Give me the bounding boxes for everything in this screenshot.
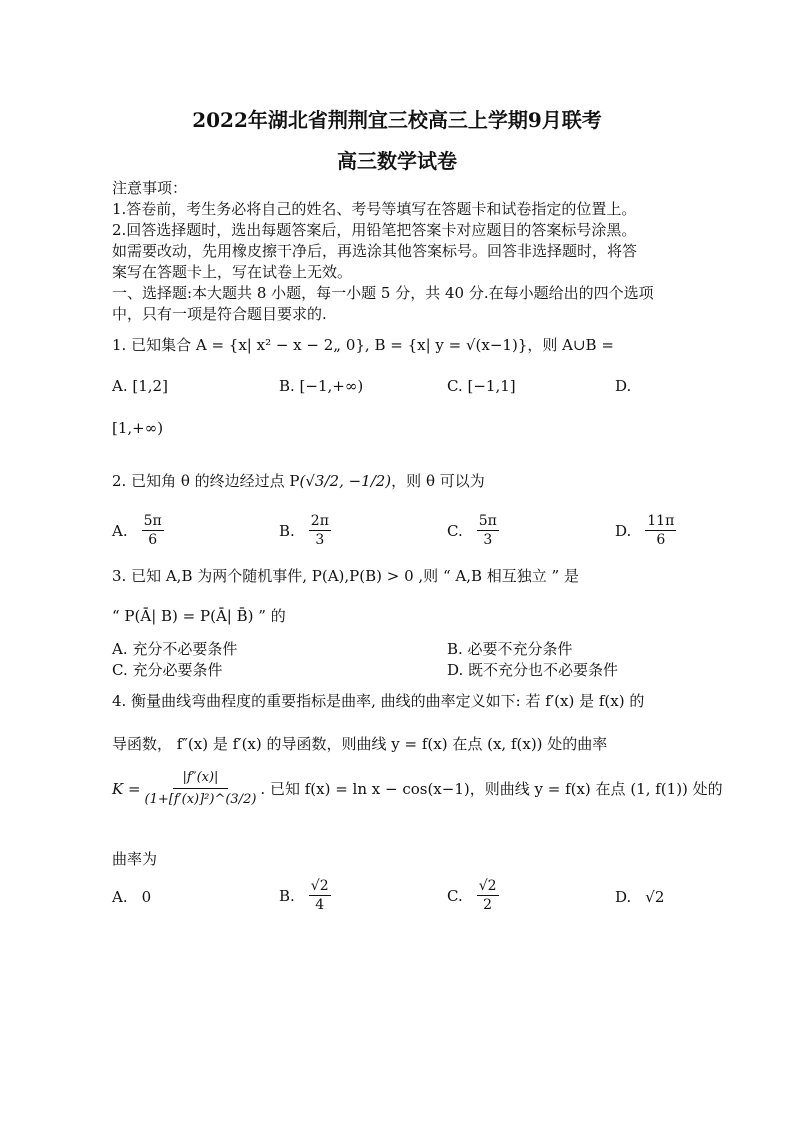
exam-title: 2022年湖北省荆荆宜三校高三上学期9月联考 (192, 108, 602, 132)
notice-line-2: 2.回答选择题时，选出每题答案后，用铅笔把答案卡对应题目的答案标号涂黑。 (112, 221, 637, 239)
q2-option-b-label: B. (279, 521, 295, 540)
q2-c-numerator: 5π (478, 513, 497, 529)
q2-d-denominator: 6 (656, 532, 666, 548)
q4-option-a-value: 0 (141, 888, 152, 906)
q3-option-c: C. 充分必要条件 (112, 661, 223, 679)
q4-option-c-label: C. (447, 886, 463, 905)
q1-option-a: A. [1,2] (112, 377, 168, 395)
q2-option-d-label: D. (615, 521, 632, 540)
q4-option-d (615, 888, 664, 906)
notice-block (112, 178, 692, 325)
q4-option-d-label: D. (615, 888, 632, 906)
q4-c-numerator: √2 (478, 878, 497, 894)
q1-option-b: B. [−1,+∞) (279, 377, 364, 395)
q2-option-c (447, 513, 499, 548)
q4-line-2: 导函数， f″(x) 是 f′(x) 的导函数，则曲线 y = f(x) 在点 (x, f(x)) 处的曲率 (112, 735, 608, 753)
section-line-2: 中，只有一项是符合题目要求的. (112, 305, 327, 323)
q4-line-4: 曲率为 (112, 850, 158, 868)
notice-line-3: 如需要改动，先用橡皮擦干净后，再选涂其他答案标号。回答非选择题时，将答 (112, 242, 638, 260)
q3-stem-line-1: 3. 已知 A,B 为两个随机事件, P(A),P(B) > 0 ,则 “ A,B 相互独立 ” 是 (112, 567, 579, 585)
q2-stem-post: ，则 θ 可以为 (391, 472, 485, 490)
q4-formula-denominator: (1+[f′(x)]²)^(3/2) (144, 792, 257, 807)
q2-b-numerator: 2π (310, 513, 329, 529)
q2-b-denominator: 3 (315, 532, 325, 548)
q2-option-c-label: C. (447, 521, 463, 540)
q3-option-a: A. 充分不必要条件 (112, 640, 238, 658)
q1-option-d-value: [1,+∞) (112, 419, 164, 437)
q3-stem-line-2: “ P(Ā| B) = P(Ā| B̄) ” 的 (112, 607, 286, 625)
q2-point: (√3/2, −1/2) (299, 472, 392, 490)
q4-option-b-value (309, 878, 331, 913)
q1-option-d: D. (615, 377, 632, 395)
q2-options (112, 513, 692, 573)
q4-line-1: 4. 衡量曲线弯曲程度的重要指标是曲率, 曲线的曲率定义如下: 若 f′(x) 是 f(x) 的 (112, 692, 645, 710)
q1-option-c: C. [−1,1] (447, 377, 516, 395)
q4-option-d-value: √2 (645, 888, 665, 906)
q2-c-denominator: 3 (483, 532, 493, 548)
q4-option-a-label: A. (112, 888, 128, 906)
q4-b-denominator: 4 (315, 897, 325, 913)
notice-line-4: 案写在答题卡上，写在试卷上无效。 (112, 263, 353, 281)
q4-formula-line (112, 770, 723, 807)
q3-option-b: B. 必要不充分条件 (447, 640, 573, 658)
q4-option-b (279, 878, 331, 913)
q1-stem: 1. 已知集合 A = {x| x² − x − 2„ 0}, B = {x| y = √(x−1)}，则 A∪B = (112, 336, 614, 354)
section-line-1: 一、选择题:本大题共 8 小题，每一小题 5 分，共 40 分.在每小题给出的四个选项 (112, 284, 654, 302)
q4-curvature-formula (145, 770, 257, 807)
q4-options (112, 878, 692, 938)
q2-stem-pre: 2. 已知角 θ 的终边经过点 P (112, 472, 300, 490)
q2-option-a-label: A. (112, 521, 128, 540)
q4-formula-numerator: |f″(x)| (173, 770, 229, 789)
q4-option-c (447, 878, 499, 913)
q2-a-denominator: 6 (148, 532, 158, 548)
q4-c-denominator: 2 (483, 897, 493, 913)
q4-option-a (112, 888, 151, 906)
q2-option-d-value (645, 513, 676, 548)
q4-formula-lhs: K = (112, 779, 141, 798)
notice-heading: 注意事项： (112, 179, 188, 197)
q2-option-a (112, 513, 164, 548)
q2-a-numerator: 5π (143, 513, 162, 529)
q2-option-b-value (309, 513, 331, 548)
notice-line-1: 1.答卷前，考生务必将自己的姓名、考号等填写在答题卡和试卷指定的位置上。 (112, 200, 637, 218)
q3-option-d: D. 既不充分也不必要条件 (447, 661, 619, 679)
q4-option-b-label: B. (279, 886, 295, 905)
q2-option-c-value (477, 513, 499, 548)
q2-stem (112, 470, 485, 491)
q2-option-b (279, 513, 331, 548)
q4-option-c-value (477, 878, 499, 913)
q4-line-3: . 已知 f(x) = ln x − cos(x−1)，则曲线 y = f(x) 在点 (1, f(1)) 处的 (260, 780, 723, 798)
q2-option-d (615, 513, 676, 548)
q2-d-numerator: 11π (647, 513, 675, 529)
q4-b-numerator: √2 (310, 878, 329, 894)
exam-subtitle: 高三数学试卷 (337, 149, 457, 173)
q2-option-a-value (142, 513, 164, 548)
